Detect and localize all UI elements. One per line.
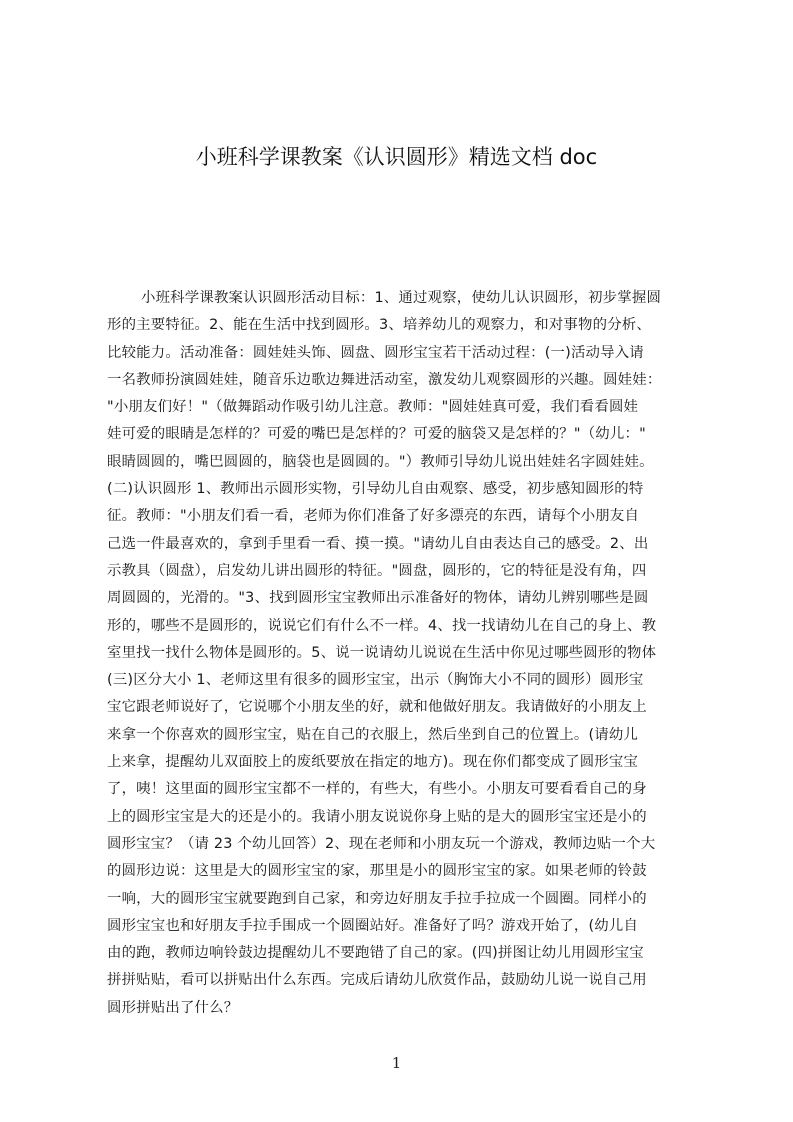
body-line: 圆形宝宝也和好朋友手拉手围成一个圆圈站好。准备好了吗？游戏开始了，(幼儿自 [107,917,639,934]
body-line: "小朋友们好！"（做舞蹈动作吸引幼儿注意。教师："圆娃娃真可爱，我们看看圆娃 [107,399,639,416]
body-line: 己选一件最喜欢的，拿到手里看一看、摸一摸。"请幼儿自由表达自己的感受。2、出 [107,535,649,552]
body-line: 征。教师："小朋友们看一看，老师为你们准备了好多漂亮的东西，请每个小朋友自 [107,508,640,525]
body-line: 了，咦！这里面的圆形宝宝都不一样的，有些大，有些小。小朋友可要看看自己的身 [107,781,647,798]
body-line: 的圆形边说：这里是大的圆形宝宝的家，那里是小的圆形宝宝的家。如果老师的铃鼓 [107,863,647,880]
body-line: 圆形拼贴出了什么？ [107,999,239,1016]
body-line: 一名教师扮演圆娃娃，随音乐边歌边舞进活动室，激发幼儿观察圆形的兴趣。圆娃娃： [107,371,662,388]
body-line: 上的圆形宝宝是大的还是小的。我请小朋友说说你身上贴的是大的圆形宝宝还是小的 [107,808,647,825]
body-line: 拼拼贴贴，看可以拼贴出什么东西。完成后请幼儿欣赏作品，鼓励幼儿说一说自己用 [107,972,647,989]
document-body [107,285,697,1016]
body-line: 上来拿，提醒幼儿双面胶上的废纸要放在指定的地方)。现在你们都变成了圆形宝宝 [107,754,639,771]
document-title: 小班科学课教案《认识圆形》精选文档 doc [195,145,598,169]
body-line: 宝它跟老师说好了，它说哪个小朋友坐的好，就和他做好朋友。我请做好的小朋友上 [107,699,647,716]
body-line: 来拿一个你喜欢的圆形宝宝，贴在自己的衣服上，然后坐到自己的位置上。(请幼儿 [107,726,639,743]
body-line: 娃可爱的眼睛是怎样的？可爱的嘴巴是怎样的？可爱的脑袋又是怎样的？"（幼儿：" [107,426,646,443]
body-line: 周圆圆的，光滑的。"3、找到圆形宝宝教师出示准备好的物体，请幼儿辨别哪些是圆 [107,590,649,607]
body-line: 示教具（圆盘），启发幼儿讲出圆形的特征。"圆盘，圆形的，它的特征是没有角，四 [107,562,647,579]
body-line: (三)区分大小 1、老师这里有很多的圆形宝宝，出示（胸饰大小不同的圆形）圆形宝 [107,672,644,689]
body-line: (二)认识圆形 1、教师出示圆形实物，引导幼儿自由观察、感受，初步感知圆形的特 [107,481,644,498]
body-line: 比较能力。活动准备：圆娃娃头饰、圆盘、圆形宝宝若干活动过程：(一)活动导入请 [107,344,644,361]
body-line: 由的跑，教师边响铃鼓边提醒幼儿不要跑错了自己的家。(四)拼图让幼儿用圆形宝宝 [107,945,644,962]
page-number: 1 [391,1054,402,1072]
body-line: 小班科学课教案认识圆形活动目标：1、通过观察，使幼儿认识圆形，初步掌握圆 [141,290,662,306]
body-line: 一响，大的圆形宝宝就要跑到自己家，和旁边好朋友手拉手拉成一个圆圈。同样小的 [107,890,647,907]
body-line: 室里找一找什么物体是圆形的。5、说一说请幼儿说说在生活中你见过哪些圆形的物体 [107,644,657,661]
body-line: 形的，哪些不是圆形的，说说它们有什么不一样。4、找一找请幼儿在自己的身上、教 [107,617,657,634]
body-line: 圆形宝宝？（请 23 个幼儿回答）2、现在老师和小朋友玩一个游戏，教师边贴一个大 [107,835,656,852]
body-line: 眼睛圆圆的，嘴巴圆圆的，脑袋也是圆圆的。"）教师引导幼儿说出娃娃名字圆娃娃。 [107,453,654,470]
body-line: 形的主要特征。2、能在生活中找到圆形。3、培养幼儿的观察力，和对事物的分析、 [107,317,651,334]
